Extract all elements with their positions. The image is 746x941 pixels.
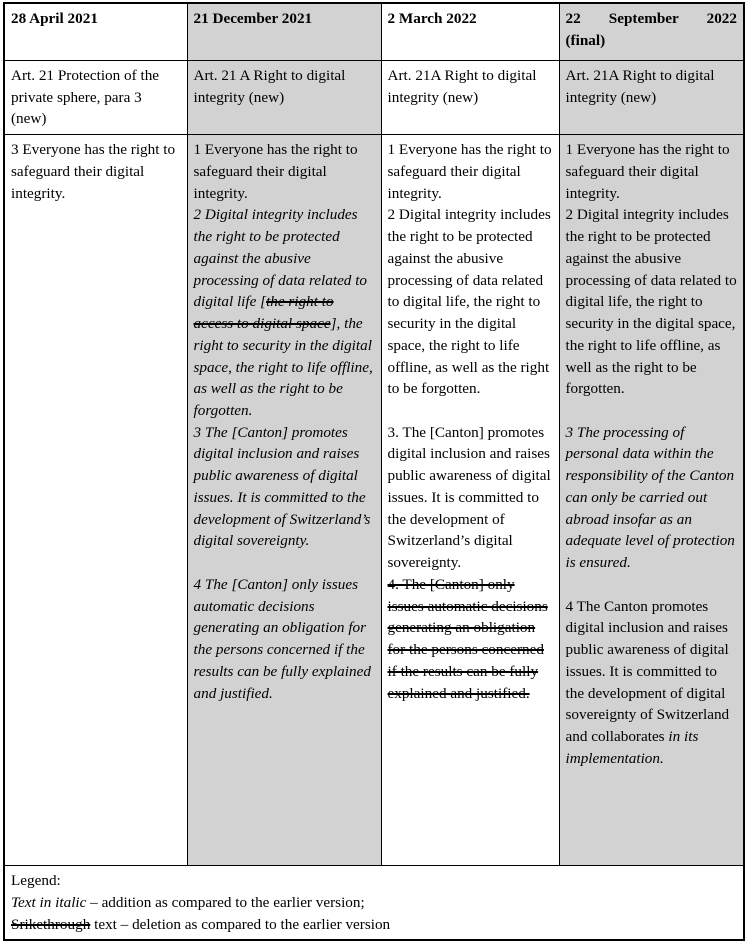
article-title-1: Art. 21 Protection of the private sphere, para 3 (new): [4, 61, 187, 135]
text-run-italic: ], the right to security in the digital space, the right to life offline, as well as the right to be forgotten.: [193, 315, 373, 420]
legend-cell: [4, 866, 744, 941]
article-paragraph: [388, 422, 553, 574]
text-run-normal: 2 Digital integrity includes the right to be protected against the abusive processing of data related to digital life, the right to security in the digital space, the right to life offline, as well as the right to be forgotten.: [565, 206, 737, 398]
article-text-1: [4, 135, 187, 866]
article-title-row: [4, 61, 744, 135]
legend-strike-sample: Srikethrough: [11, 915, 91, 933]
article-title-2: Art. 21 A Right to digital integrity (new): [187, 61, 381, 135]
text-run-normal: 1 Everyone has the right to safeguard their digital integrity.: [565, 141, 730, 202]
table-header-row: [4, 3, 744, 61]
column-header-label-line1: 22 September 2022: [565, 10, 737, 27]
text-run-italic: 3 The [Canton] promotes digital inclusion and raises public awareness of digital issues. It is committed to the development of Switzerland’s digital sovereignty.: [193, 423, 371, 550]
article-paragraph: [388, 574, 553, 704]
article-paragraph: [194, 422, 375, 552]
text-run-italic: in its implementation.: [565, 728, 699, 767]
article-paragraph: [566, 204, 738, 400]
column-header-label: 28 April 2021: [11, 10, 98, 27]
article-paragraph: [388, 204, 553, 400]
text-run-italic: 3 The processing of personal data within the responsibility of the Canton can only be carried out abroad insofar as an adequate level of protection is ensured.: [565, 423, 735, 572]
column-header-2: [187, 3, 381, 61]
article-paragraph: [194, 574, 375, 704]
legend-strike-desc: text – deletion as compared to the earlier version: [90, 915, 391, 933]
article-title-4: Art. 21A Right to digital integrity (new): [559, 61, 744, 135]
text-run-normal: 2 Digital integrity includes the right to be protected against the abusive processing of data related to digital life, the right to security in the digital space, the right to life offline, as well as the right to be forgotten.: [387, 206, 551, 398]
article-paragraph: [194, 204, 375, 421]
legend-strike-line: [11, 914, 737, 936]
article-text-3: [381, 135, 559, 866]
text-run-normal: 1 Everyone has the right to safeguard their digital integrity.: [193, 141, 358, 202]
column-header-1: [4, 3, 187, 61]
article-title-3: Art. 21A Right to digital integrity (new): [381, 61, 559, 135]
text-run-normal: 4 The Canton promotes digital inclusion and raises public awareness of digital issues. It is committed to the development of digital sovereignty of Switzerland and collaborates: [565, 597, 730, 746]
text-run-normal: 3. The [Canton] promotes digital inclusion and raises public awareness of digital issues. It is committed to the development of Switzerland’s digital sovereignty.: [387, 423, 551, 572]
article-text-row: [4, 135, 744, 866]
article-paragraph: [11, 139, 181, 204]
column-header-label: 21 December 2021: [193, 10, 313, 27]
text-run-italic: 2 Digital integrity includes the right to be protected against the abusive processing of data related to digital life [: [193, 206, 368, 311]
legend-row: [4, 866, 744, 941]
column-header-label: 2 March 2022: [387, 10, 477, 27]
article-paragraph: [566, 139, 738, 204]
article-paragraph: [566, 422, 738, 574]
legend-title: Legend:: [11, 872, 61, 890]
article-text-2: [187, 135, 381, 866]
text-run-strike: 4. The [Canton] only issues automatic decisions generating an obligation for the persons concerned if the results can be fully explained and justified.: [387, 575, 548, 702]
text-run-italic-strike: the right to access to digital space: [193, 293, 334, 333]
text-run-italic: 4 The [Canton] only issues automatic decisions generating an obligation for the persons concerned if the results can be fully explained and justified.: [193, 575, 371, 702]
text-run-normal: 1 Everyone has the right to safeguard their digital integrity.: [387, 141, 552, 202]
legend-italic-sample: Text in italic: [11, 893, 87, 911]
column-header-label-line2: (final): [565, 31, 606, 49]
legend-italic-desc: – addition as compared to the earlier version;: [86, 893, 365, 911]
article-paragraph: [566, 596, 738, 770]
column-header-4: [559, 3, 744, 61]
legend-italic-line: [11, 892, 737, 914]
article-paragraph: [194, 139, 375, 204]
text-run-normal: 3 Everyone has the right to safeguard their digital integrity.: [11, 141, 176, 202]
article-text-4: [559, 135, 744, 866]
version-comparison-table: [3, 2, 745, 941]
article-paragraph: [388, 139, 553, 204]
column-header-3: [381, 3, 559, 61]
